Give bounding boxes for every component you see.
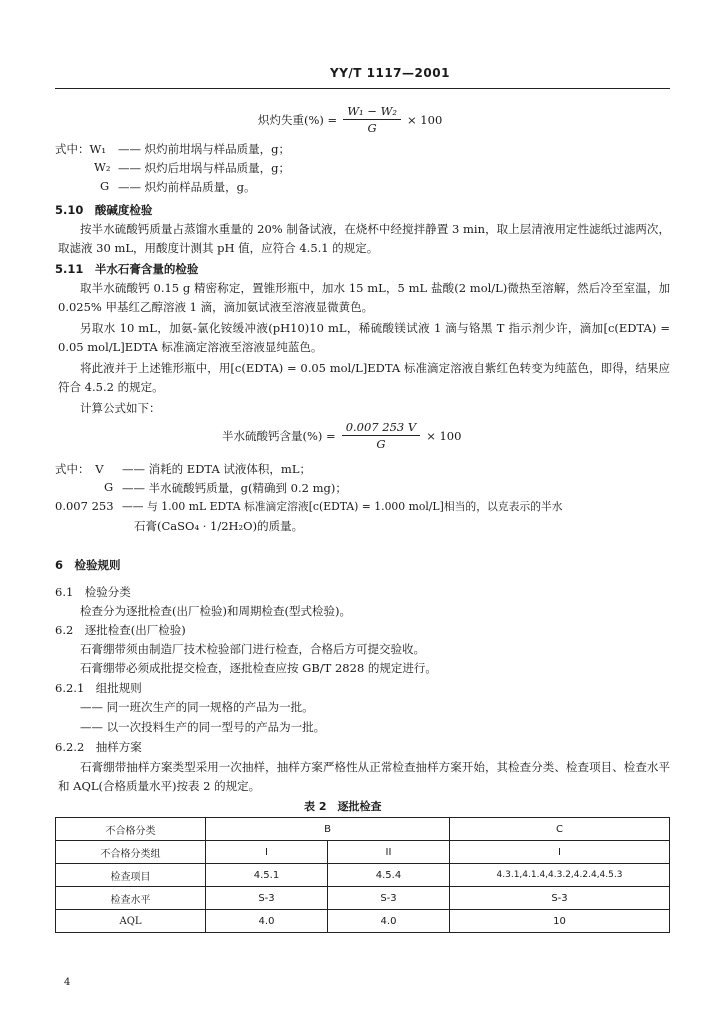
where-desc: —— 炽灼前样品质量，g。	[118, 180, 256, 194]
where-desc: —— 炽灼前坩埚与样品质量，g；	[118, 142, 291, 156]
table-cell: 4.5.1	[206, 864, 328, 887]
section-6-heading: 6 检验规则	[55, 558, 121, 572]
where-desc: —— 消耗的 EDTA 试液体积，mL；	[122, 462, 311, 476]
formula-numerator: W₁ − W₂	[343, 104, 401, 120]
table-cell: S-3	[328, 887, 450, 910]
standard-number: YY/T 1117—2001	[330, 66, 450, 80]
formula-numerator: 0.007 253 V	[342, 420, 421, 436]
inspection-table	[55, 817, 670, 933]
table-row	[56, 841, 670, 864]
formula-lhs: 半水硫酸钙含量(%) =	[222, 428, 336, 443]
section-6-2-1-item-2: —— 以一次投料生产的同一型号的产品为一批。	[80, 720, 326, 734]
table-cell: 10	[450, 910, 670, 933]
formula-denominator: G	[367, 121, 377, 135]
table-caption: 表 2 逐批检查	[304, 800, 382, 813]
table-row	[56, 864, 670, 887]
table-cell: S-3	[206, 887, 328, 910]
where-desc: 石膏(CaSO₄ · 1/2H₂O)的质量。	[134, 519, 304, 533]
section-6-2-heading: 6.2 逐批检查(出厂检验)	[55, 623, 186, 637]
section-5-11-paragraph-2: 另取水 10 mL，加氨-氯化铵缓冲液(pH10)10 mL，稀硫酸镁试液 1 滴与铬黑 T 指示剂少许，滴加[c(EDTA) = 0.05 mol/L]EDTA 标准滴定溶液至溶液显纯蓝色。	[58, 321, 670, 354]
section-6-2-paragraph-2: 石膏绷带必须成批提交检查，逐批检查应按 GB/T 2828 的规定进行。	[80, 661, 437, 675]
section-6-2-paragraph-1: 石膏绷带须由制造厂技术检验部门进行检查，合格后方可提交验收。	[80, 642, 425, 656]
where-desc: —— 半水硫酸钙质量，g(精确到 0.2 mg)；	[122, 481, 347, 495]
table-cell: AQL	[56, 910, 206, 933]
section-5-11-paragraph-1: 取半水硫酸钙 0.15 g 精密称定，置锥形瓶中，加水 15 mL，5 mL 盐酸(2 mol/L)微热至溶解，然后冷至室温，加 0.025% 甲基红乙醇溶液 1 滴，滴加氨试液至溶液显微黄色。	[58, 281, 670, 314]
table-cell: II	[328, 841, 450, 864]
table-cell: 检查水平	[56, 887, 206, 910]
header-rule	[55, 88, 670, 89]
formula-ignition-loss	[258, 104, 442, 135]
formula-denominator: G	[376, 437, 386, 451]
table-cell: B	[206, 818, 450, 841]
table-cell: I	[206, 841, 328, 864]
formula-fraction	[342, 420, 421, 451]
where-symbol: W₂	[94, 160, 111, 174]
section-5-11-paragraph-3: 将此液并于上述锥形瓶中，用[c(EDTA) = 0.05 mol/L]EDTA 标准滴定溶液自紫红色转变为纯蓝色，即得，结果应符合 4.5.2 的规定。	[58, 361, 670, 394]
section-6-1-paragraph: 检查分为逐批检查(出厂检验)和周期检查(型式检验)。	[80, 604, 351, 618]
page-number: 4	[64, 977, 71, 988]
table-cell: 检查项目	[56, 864, 206, 887]
where-desc: —— 炽灼后坩埚与样品质量，g；	[118, 161, 291, 175]
formula-lhs: 炽灼失重(%) =	[258, 112, 338, 127]
where-symbol: 0.007 253	[55, 499, 114, 513]
section-5-11-heading: 5.11 半水石膏含量的检验	[55, 262, 199, 276]
table-cell: I	[450, 841, 670, 864]
section-5-10-paragraph: 按半水硫酸钙质量占蒸馏水重量的 20% 制备试液，在烧杯中经搅拌静置 3 min，取上层清液用定性滤纸过滤两次，取滤液 30 mL，用酸度计测其 pH 值，应符合 4.5.1 的规定。	[58, 222, 670, 255]
table-cell: 4.5.4	[328, 864, 450, 887]
section-6-2-1-heading: 6.2.1 组批规则	[55, 681, 142, 695]
table-cell: S-3	[450, 887, 670, 910]
table-row	[56, 887, 670, 910]
section-5-10-heading: 5.10 酸碱度检验	[55, 203, 153, 217]
section-5-11-paragraph-4: 计算公式如下：	[80, 401, 161, 415]
where-symbol: 式中：W₁	[55, 142, 106, 156]
table-cell: 4.0	[206, 910, 328, 933]
table-cell: 4.3.1,4.1.4,4.3.2,4.2.4,4.5.3	[450, 864, 670, 887]
section-6-1-heading: 6.1 检验分类	[55, 585, 131, 599]
where-symbol: G	[100, 179, 110, 193]
table-cell: 不合格分类	[56, 818, 206, 841]
table-row	[56, 910, 670, 933]
table-row	[56, 818, 670, 841]
section-6-2-2-heading: 6.2.2 抽样方案	[55, 740, 142, 754]
section-6-2-1-item-1: —— 同一班次生产的同一规格的产品为一批。	[80, 700, 314, 714]
table-cell: 不合格分类组	[56, 841, 206, 864]
where-symbol: 式中： V	[55, 462, 104, 476]
where-desc: —— 与 1.00 mL EDTA 标准滴定溶液[c(EDTA) = 1.000 mol/L]相当的，以克表示的半水	[122, 500, 563, 513]
section-6-2-2-paragraph: 石膏绷带抽样方案类型采用一次抽样，抽样方案严格性从正常检查抽样方案开始，其检查分类、检查项目、检查水平和 AQL(合格质量水平)按表 2 的规定。	[58, 760, 670, 793]
formula-rhs: × 100	[426, 428, 462, 443]
table-cell: 4.0	[328, 910, 450, 933]
formula-hemihydrate-content	[222, 420, 461, 451]
formula-rhs: × 100	[407, 112, 443, 127]
table-cell: C	[450, 818, 670, 841]
where-symbol: G	[104, 480, 114, 494]
formula-fraction	[343, 104, 401, 135]
